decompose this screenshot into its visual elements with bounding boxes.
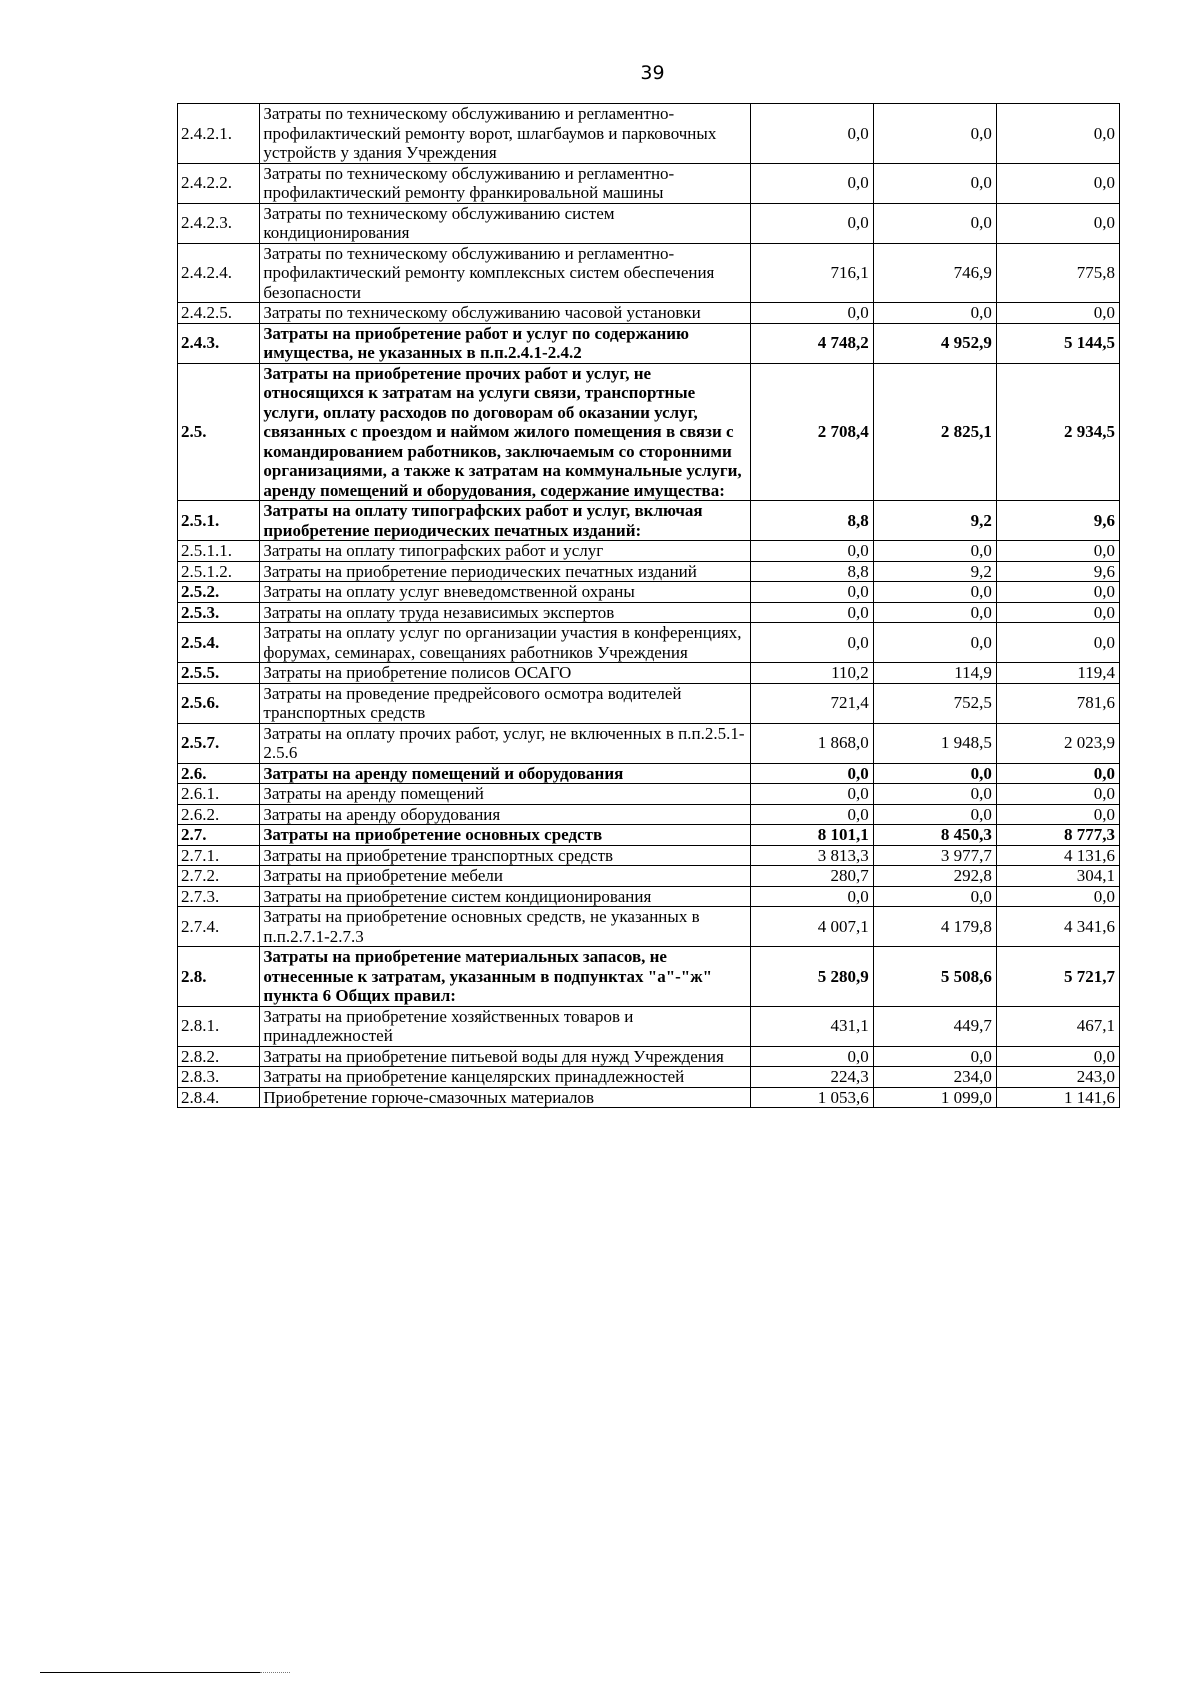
row-description: Затраты на оплату прочих работ, услуг, не включенных в п.п.2.5.1-2.5.6 bbox=[260, 723, 750, 763]
row-value-year-1: 224,3 bbox=[750, 1067, 873, 1088]
row-value-year-1: 3 813,3 bbox=[750, 845, 873, 866]
row-value-year-1: 0,0 bbox=[750, 1046, 873, 1067]
table-row bbox=[178, 1006, 1120, 1046]
table-row bbox=[178, 866, 1120, 887]
row-description: Затраты на оплату типографских работ и услуг bbox=[260, 541, 750, 562]
row-value-year-1: 721,4 bbox=[750, 683, 873, 723]
row-value-year-3: 0,0 bbox=[996, 784, 1119, 805]
row-value-year-2: 4 952,9 bbox=[873, 323, 996, 363]
row-value-year-2: 8 450,3 bbox=[873, 825, 996, 846]
row-value-year-2: 0,0 bbox=[873, 303, 996, 324]
row-value-year-2: 0,0 bbox=[873, 203, 996, 243]
row-value-year-2: 0,0 bbox=[873, 784, 996, 805]
row-value-year-3: 0,0 bbox=[996, 104, 1119, 164]
row-description: Затраты на приобретение хозяйственных товаров и принадлежностей bbox=[260, 1006, 750, 1046]
row-description: Затраты по техническому обслуживанию и регламентно-профилактический ремонту франкировальной машины bbox=[260, 163, 750, 203]
row-value-year-3: 2 934,5 bbox=[996, 363, 1119, 501]
table-row bbox=[178, 561, 1120, 582]
row-value-year-1: 8,8 bbox=[750, 501, 873, 541]
row-code: 2.5.3. bbox=[178, 602, 260, 623]
page-number: 39 bbox=[640, 62, 665, 84]
row-code: 2.6.2. bbox=[178, 804, 260, 825]
row-value-year-2: 3 977,7 bbox=[873, 845, 996, 866]
row-value-year-1: 280,7 bbox=[750, 866, 873, 887]
row-value-year-3: 0,0 bbox=[996, 203, 1119, 243]
table-row bbox=[178, 723, 1120, 763]
table-row bbox=[178, 825, 1120, 846]
row-value-year-1: 8 101,1 bbox=[750, 825, 873, 846]
row-value-year-3: 243,0 bbox=[996, 1067, 1119, 1088]
row-value-year-1: 0,0 bbox=[750, 582, 873, 603]
row-code: 2.5.5. bbox=[178, 663, 260, 684]
row-code: 2.4.2.1. bbox=[178, 104, 260, 164]
row-value-year-2: 0,0 bbox=[873, 104, 996, 164]
row-description: Затраты на аренду помещений и оборудования bbox=[260, 763, 750, 784]
row-value-year-1: 0,0 bbox=[750, 623, 873, 663]
row-value-year-2: 9,2 bbox=[873, 501, 996, 541]
row-value-year-2: 9,2 bbox=[873, 561, 996, 582]
row-value-year-2: 752,5 bbox=[873, 683, 996, 723]
row-description: Затраты на оплату типографских работ и услуг, включая приобретение периодических печатных изданий: bbox=[260, 501, 750, 541]
row-code: 2.6. bbox=[178, 763, 260, 784]
row-value-year-3: 0,0 bbox=[996, 303, 1119, 324]
row-value-year-1: 4 007,1 bbox=[750, 907, 873, 947]
table-row bbox=[178, 363, 1120, 501]
row-description: Затраты на приобретение мебели bbox=[260, 866, 750, 887]
row-value-year-1: 0,0 bbox=[750, 104, 873, 164]
row-value-year-1: 110,2 bbox=[750, 663, 873, 684]
row-value-year-3: 4 341,6 bbox=[996, 907, 1119, 947]
row-description: Затраты на приобретение транспортных средств bbox=[260, 845, 750, 866]
row-description: Затраты на оплату услуг по организации участия в конференциях, форумах, семинарах, совещаниях работников Учреждения bbox=[260, 623, 750, 663]
row-description: Затраты на оплату услуг вневедомственной охраны bbox=[260, 582, 750, 603]
row-value-year-3: 0,0 bbox=[996, 623, 1119, 663]
row-value-year-2: 5 508,6 bbox=[873, 947, 996, 1007]
row-value-year-2: 1 948,5 bbox=[873, 723, 996, 763]
row-value-year-3: 8 777,3 bbox=[996, 825, 1119, 846]
row-description: Затраты на оплату труда независимых экспертов bbox=[260, 602, 750, 623]
row-description: Затраты по техническому обслуживанию часовой установки bbox=[260, 303, 750, 324]
row-code: 2.4.2.2. bbox=[178, 163, 260, 203]
row-description: Затраты по техническому обслуживанию и регламентно-профилактический ремонту комплексных систем обеспечения безопасности bbox=[260, 243, 750, 303]
row-value-year-2: 0,0 bbox=[873, 623, 996, 663]
row-description: Затраты на приобретение полисов ОСАГО bbox=[260, 663, 750, 684]
table-row bbox=[178, 804, 1120, 825]
table-row bbox=[178, 1067, 1120, 1088]
table-row bbox=[178, 763, 1120, 784]
row-description: Затраты на приобретение систем кондиционирования bbox=[260, 886, 750, 907]
row-value-year-1: 0,0 bbox=[750, 763, 873, 784]
table-row bbox=[178, 104, 1120, 164]
table-row bbox=[178, 203, 1120, 243]
row-code: 2.5. bbox=[178, 363, 260, 501]
row-code: 2.8. bbox=[178, 947, 260, 1007]
row-value-year-2: 114,9 bbox=[873, 663, 996, 684]
row-value-year-1: 1 053,6 bbox=[750, 1087, 873, 1108]
row-value-year-3: 0,0 bbox=[996, 163, 1119, 203]
row-code: 2.5.6. bbox=[178, 683, 260, 723]
row-code: 2.8.3. bbox=[178, 1067, 260, 1088]
row-value-year-1: 0,0 bbox=[750, 541, 873, 562]
row-value-year-1: 0,0 bbox=[750, 203, 873, 243]
expenditure-table bbox=[177, 103, 1120, 1108]
table-row bbox=[178, 845, 1120, 866]
row-code: 2.5.1.2. bbox=[178, 561, 260, 582]
table-row bbox=[178, 623, 1120, 663]
row-description: Затраты на приобретение периодических печатных изданий bbox=[260, 561, 750, 582]
table-row bbox=[178, 784, 1120, 805]
row-code: 2.5.2. bbox=[178, 582, 260, 603]
row-value-year-1: 431,1 bbox=[750, 1006, 873, 1046]
row-value-year-1: 0,0 bbox=[750, 303, 873, 324]
row-value-year-3: 5 144,5 bbox=[996, 323, 1119, 363]
row-value-year-3: 4 131,6 bbox=[996, 845, 1119, 866]
row-value-year-3: 1 141,6 bbox=[996, 1087, 1119, 1108]
row-code: 2.4.2.3. bbox=[178, 203, 260, 243]
row-description: Затраты по техническому обслуживанию и регламентно-профилактический ремонту ворот, шлагбаумов и парковочных устройств у здания Учреждения bbox=[260, 104, 750, 164]
footer-dotted-rule bbox=[260, 1672, 290, 1673]
table-row bbox=[178, 163, 1120, 203]
row-value-year-2: 0,0 bbox=[873, 804, 996, 825]
row-value-year-3: 0,0 bbox=[996, 582, 1119, 603]
table-row bbox=[178, 683, 1120, 723]
row-description: Затраты на приобретение канцелярских принадлежностей bbox=[260, 1067, 750, 1088]
row-value-year-2: 292,8 bbox=[873, 866, 996, 887]
row-value-year-2: 0,0 bbox=[873, 602, 996, 623]
row-description: Затраты на аренду оборудования bbox=[260, 804, 750, 825]
table-row bbox=[178, 947, 1120, 1007]
row-value-year-3: 0,0 bbox=[996, 602, 1119, 623]
row-value-year-2: 449,7 bbox=[873, 1006, 996, 1046]
row-code: 2.5.1. bbox=[178, 501, 260, 541]
row-value-year-1: 716,1 bbox=[750, 243, 873, 303]
row-code: 2.4.3. bbox=[178, 323, 260, 363]
row-description: Затраты по техническому обслуживанию систем кондиционирования bbox=[260, 203, 750, 243]
row-value-year-2: 746,9 bbox=[873, 243, 996, 303]
row-value-year-1: 8,8 bbox=[750, 561, 873, 582]
row-code: 2.5.1.1. bbox=[178, 541, 260, 562]
row-value-year-1: 4 748,2 bbox=[750, 323, 873, 363]
row-code: 2.8.4. bbox=[178, 1087, 260, 1108]
row-value-year-2: 0,0 bbox=[873, 163, 996, 203]
row-value-year-3: 304,1 bbox=[996, 866, 1119, 887]
row-value-year-3: 5 721,7 bbox=[996, 947, 1119, 1007]
row-code: 2.5.7. bbox=[178, 723, 260, 763]
row-description: Затраты на приобретение питьевой воды для нужд Учреждения bbox=[260, 1046, 750, 1067]
row-code: 2.8.1. bbox=[178, 1006, 260, 1046]
row-value-year-2: 1 099,0 bbox=[873, 1087, 996, 1108]
row-value-year-1: 1 868,0 bbox=[750, 723, 873, 763]
table-row bbox=[178, 303, 1120, 324]
row-value-year-2: 2 825,1 bbox=[873, 363, 996, 501]
table-body bbox=[178, 104, 1120, 1108]
row-value-year-1: 0,0 bbox=[750, 163, 873, 203]
table-row bbox=[178, 323, 1120, 363]
table-row bbox=[178, 582, 1120, 603]
row-value-year-2: 0,0 bbox=[873, 582, 996, 603]
row-description: Затраты на проведение предрейсового осмотра водителей транспортных средств bbox=[260, 683, 750, 723]
footer-rule bbox=[40, 1672, 260, 1673]
row-value-year-3: 9,6 bbox=[996, 561, 1119, 582]
row-value-year-1: 0,0 bbox=[750, 784, 873, 805]
row-code: 2.4.2.4. bbox=[178, 243, 260, 303]
table-row bbox=[178, 501, 1120, 541]
row-description: Затраты на приобретение прочих работ и услуг, не относящихся к затратам на услуги связи, транспортные услуги, оплату расходов по договорам об оказании услуг, связанных с проездом и наймом жилого помещения в связи с командированием работников, заключаемым со сторонними организациями, а также к затратам на коммунальные услуги, аренду помещений и оборудования, содержание имущества: bbox=[260, 363, 750, 501]
table-row bbox=[178, 1087, 1120, 1108]
row-code: 2.4.2.5. bbox=[178, 303, 260, 324]
row-value-year-2: 0,0 bbox=[873, 1046, 996, 1067]
row-description: Затраты на приобретение материальных запасов, не отнесенные к затратам, указанным в подпунктах "а"-"ж" пункта 6 Общих правил: bbox=[260, 947, 750, 1007]
table-row bbox=[178, 541, 1120, 562]
row-value-year-1: 0,0 bbox=[750, 602, 873, 623]
row-value-year-3: 0,0 bbox=[996, 804, 1119, 825]
row-value-year-3: 119,4 bbox=[996, 663, 1119, 684]
row-description: Затраты на аренду помещений bbox=[260, 784, 750, 805]
row-value-year-3: 775,8 bbox=[996, 243, 1119, 303]
row-value-year-2: 234,0 bbox=[873, 1067, 996, 1088]
table-row bbox=[178, 886, 1120, 907]
row-value-year-3: 0,0 bbox=[996, 886, 1119, 907]
row-value-year-3: 0,0 bbox=[996, 1046, 1119, 1067]
row-value-year-1: 2 708,4 bbox=[750, 363, 873, 501]
row-code: 2.5.4. bbox=[178, 623, 260, 663]
row-value-year-3: 781,6 bbox=[996, 683, 1119, 723]
row-code: 2.7. bbox=[178, 825, 260, 846]
table-row bbox=[178, 907, 1120, 947]
row-value-year-3: 9,6 bbox=[996, 501, 1119, 541]
row-description: Затраты на приобретение основных средств bbox=[260, 825, 750, 846]
row-value-year-2: 0,0 bbox=[873, 886, 996, 907]
row-value-year-3: 0,0 bbox=[996, 541, 1119, 562]
row-code: 2.7.1. bbox=[178, 845, 260, 866]
table-row bbox=[178, 1046, 1120, 1067]
row-description: Затраты на приобретение работ и услуг по содержанию имущества, не указанных в п.п.2.4.1-2.4.2 bbox=[260, 323, 750, 363]
row-code: 2.7.3. bbox=[178, 886, 260, 907]
row-value-year-3: 2 023,9 bbox=[996, 723, 1119, 763]
row-value-year-1: 5 280,9 bbox=[750, 947, 873, 1007]
row-code: 2.7.4. bbox=[178, 907, 260, 947]
row-value-year-3: 467,1 bbox=[996, 1006, 1119, 1046]
table-row bbox=[178, 663, 1120, 684]
row-value-year-3: 0,0 bbox=[996, 763, 1119, 784]
row-code: 2.6.1. bbox=[178, 784, 260, 805]
row-code: 2.7.2. bbox=[178, 866, 260, 887]
row-value-year-1: 0,0 bbox=[750, 886, 873, 907]
row-value-year-1: 0,0 bbox=[750, 804, 873, 825]
row-description: Приобретение горюче-смазочных материалов bbox=[260, 1087, 750, 1108]
table-row bbox=[178, 602, 1120, 623]
row-value-year-2: 0,0 bbox=[873, 541, 996, 562]
row-value-year-2: 0,0 bbox=[873, 763, 996, 784]
row-code: 2.8.2. bbox=[178, 1046, 260, 1067]
table-row bbox=[178, 243, 1120, 303]
row-value-year-2: 4 179,8 bbox=[873, 907, 996, 947]
row-description: Затраты на приобретение основных средств, не указанных в п.п.2.7.1-2.7.3 bbox=[260, 907, 750, 947]
